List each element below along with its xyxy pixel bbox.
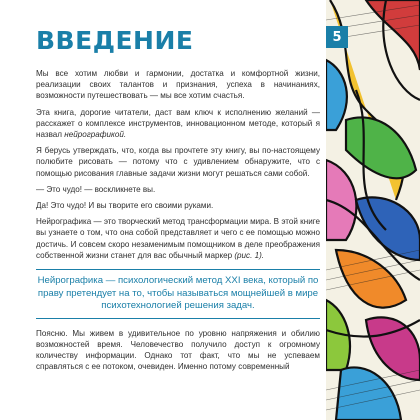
- paragraph-6: [36, 216, 320, 261]
- paragraph-6-text: Нейрографика — это творческий метод трансформации мира. В этой книге вы узнаете о том, что она собой представляет и чего с ее помощью можно достичь. И совсем скоро незаменимым помощником в деле преображения собственной жизни станет для вас обычный маркер: [36, 217, 320, 260]
- paragraph-5: Да! Это чудо! И вы творите его своими руками.: [36, 201, 214, 211]
- paragraph-2-text: Эта книга, дорогие читатели, даст вам ключ к исполнению желаний — расскажет о комплексе инструментов, инновационном методе, который я назвал: [36, 107, 320, 140]
- paragraph-7: Поясню. Мы живем в удивительное по уровню напряжения и обилию возможностей время. Человечество получило доступ к огромному количеству информации. Однако тот факт, что мы не успеваем справляться с ее потоком, очевиден. Именно потому современный: [36, 328, 320, 372]
- neurographic-art-strip: [326, 0, 420, 420]
- page-title: ВВЕДЕНИЕ: [36, 26, 194, 55]
- paragraph-2-italic: нейрографикой.: [64, 130, 127, 140]
- figure-reference: (рис. 1).: [234, 250, 265, 260]
- pull-quote: Нейрографика — психологический метод XXI века, который по праву претендует на то, чтобы называться мощнейшей в мире психотехнологией решения задач.: [36, 269, 320, 319]
- paragraph-1: Мы все хотим любви и гармонии, достатка и комфортной жизни, реализации своих талантов и признания, успеха в начинаниях, возможности путешествовать — мы все хотим счастья.: [36, 69, 320, 101]
- paragraph-3: Я берусь утверждать, что, когда вы прочтете эту книгу, вы по-настоящему полюбите рисовать — потому что с удивлением обнаружите, что с помощью рисования главные задачи жизни могут решаться сами собой.: [36, 146, 320, 178]
- main-content: [36, 26, 320, 378]
- paragraph-4: — Это чудо! — воскликнете вы.: [36, 184, 156, 194]
- neurographic-illustration: [326, 0, 420, 420]
- page-number-badge: 5: [326, 26, 348, 48]
- paragraph-2: [36, 107, 320, 141]
